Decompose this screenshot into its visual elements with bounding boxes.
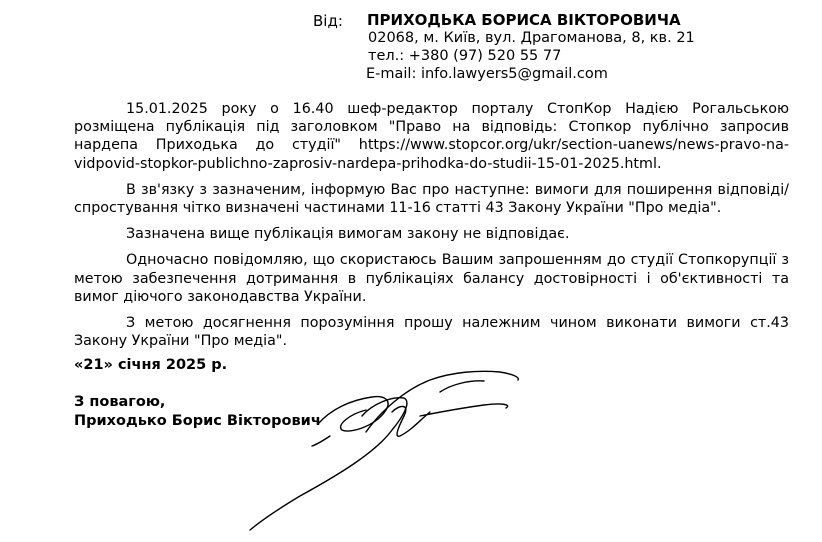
sender-name: ПРИХОДЬКА БОРИСА ВІКТОРОВИЧА	[367, 11, 681, 29]
letter-body	[74, 100, 789, 350]
sender-label: Від:	[313, 12, 343, 30]
paragraph-invitation: Одночасно повідомляю, що скористаюсь Вашим запрошенням до студії Стопкорупції з метою забезпечення дотримання в публікаціях балансу достовірності і об'єктивності та вимог діючого законодавства України.	[74, 252, 789, 305]
paragraph-requirements: В зв'язку з зазначеним, інформую Вас про наступне: вимоги для поширення відповіді/спростування чітко визначені частинами 11-16 статті 43 Закону України "Про медіа".	[74, 181, 789, 217]
paragraph-publication: 15.01.2025 року о 16.40 шеф-редактор порталу СтопКор Надією Рогальською розміщена публікація під заголовком "Право на відповідь: Стопкор публічно запросив нардепа Приходька до студії" https://www.stopcor.org/ukr/section-uanews/news-pravo-na-vidpovid-stopkor-publichno-zaprosiv-nardepa-prihodka-do-studii-15-01-2025.html.	[74, 101, 789, 172]
sender-block	[0, 0, 822, 90]
paragraph-noncompliance: Зазначена вище публікація вимогам закону не відповідає.	[126, 226, 570, 243]
signer-name: Приходько Борис Вікторович	[74, 413, 321, 429]
letter-date: «21» січня 2025 р.	[74, 357, 228, 373]
sender-email: E-mail: info.lawyers5@gmail.com	[366, 66, 608, 82]
sender-details	[366, 11, 695, 83]
closing-block	[74, 393, 321, 431]
paragraph-request: З метою досягнення порозуміння прошу належним чином виконати вимоги ст.43 Закону України "Про медіа".	[74, 315, 789, 350]
sender-phone: тел.: +380 (97) 520 55 77	[368, 48, 562, 64]
closing-salutation: З повагою,	[74, 394, 166, 410]
sender-address: 02068, м. Київ, вул. Драгоманова, 8, кв. 21	[368, 30, 695, 46]
